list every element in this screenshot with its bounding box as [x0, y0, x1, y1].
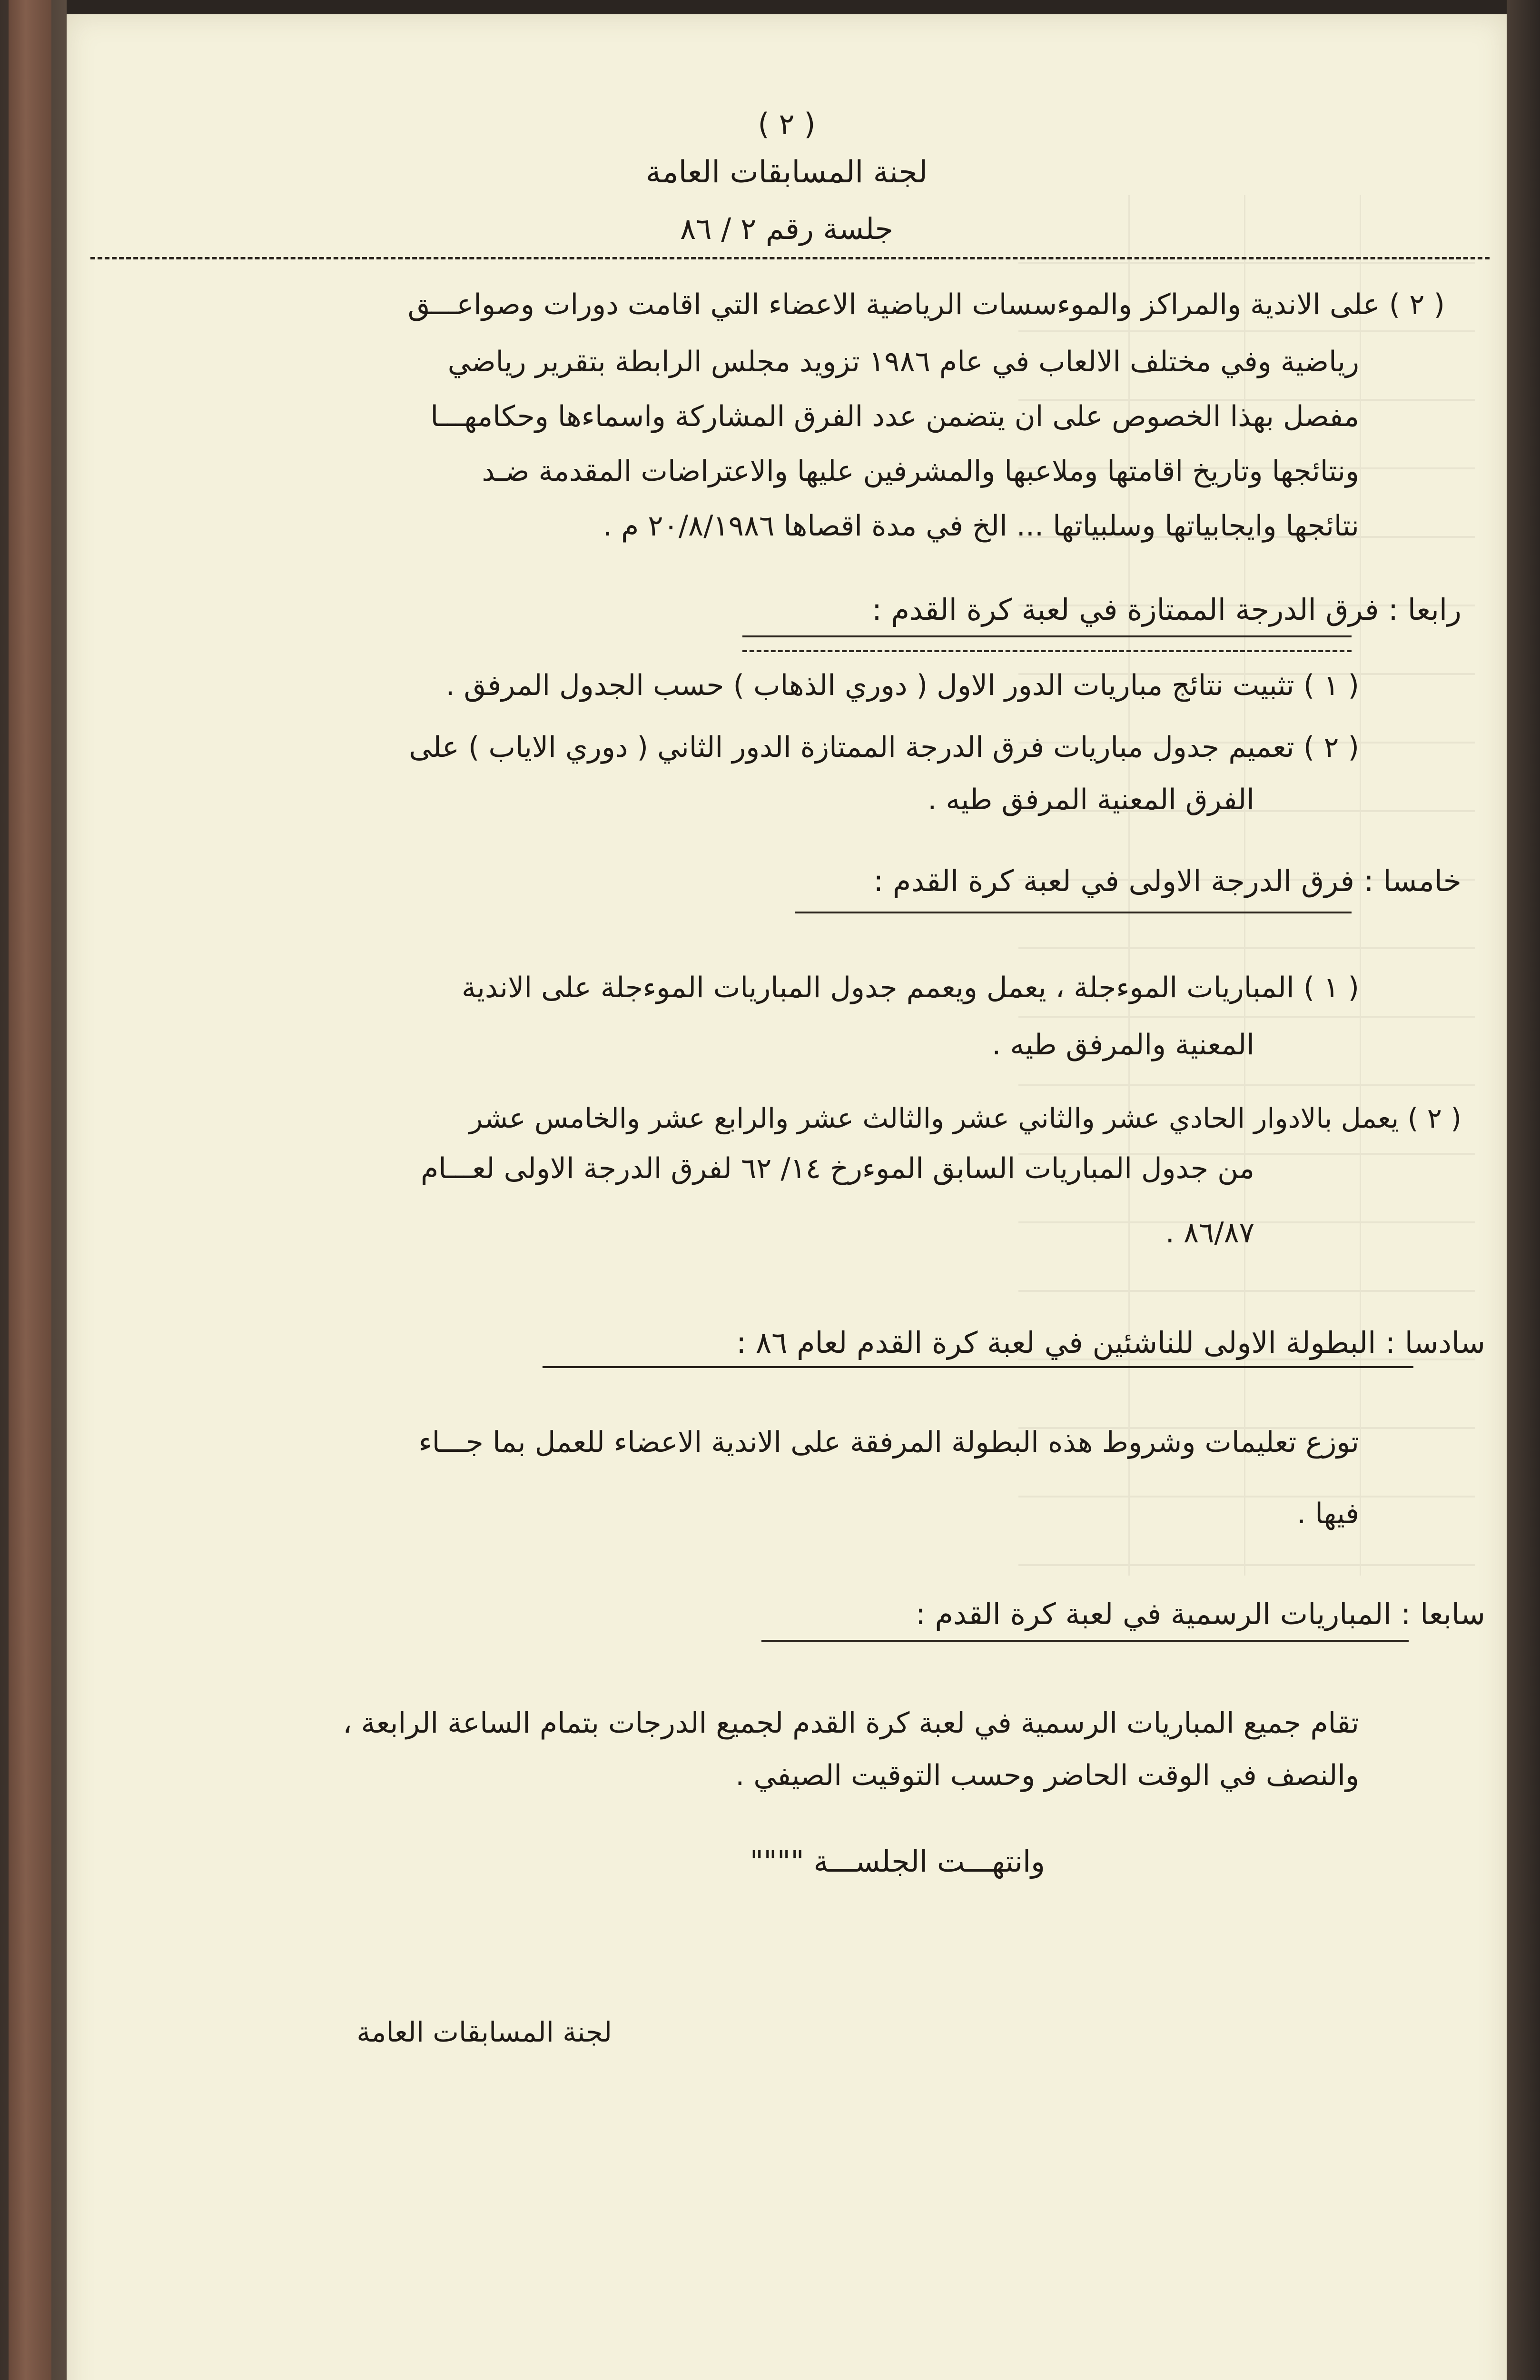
section6-body-line1: توزع تعليمات وشروط هذه البطولة المرفقة على الاندية الاعضاء للعمل بما جـــاء: [418, 1426, 1359, 1459]
para2-line2: رياضية وفي مختلف الالعاب في عام ١٩٨٦ تزويد مجلس الرابطة بتقرير رياضي: [447, 345, 1359, 378]
section5-heading: خامسا : فرق الدرجة الاولى في لعبة كرة القدم :: [873, 863, 1461, 898]
section4-item1: ( ١ ) تثبيت نتائج مباريات الدور الاول ( دوري الذهاب ) حسب الجدول المرفق .: [445, 669, 1359, 702]
scan-right-edge: [1507, 0, 1540, 2380]
para2-line4: ونتائجها وتاريخ اقامتها وملاعبها والمشرفين عليها والاعتراضات المقدمة ضـد: [482, 455, 1359, 488]
para2-line1: ( ٢ ) على الاندية والمراكز والموءسسات الرياضية الاعضاء التي اقامت دورات وصواعـــق: [407, 288, 1445, 321]
section7-body-line1: تقام جميع المباريات الرسمية في لعبة كرة القدم لجميع الدرجات بتمام الساعة الرابعة ،: [343, 1706, 1359, 1740]
session-number: جلسة رقم ٢ / ٨٦: [680, 211, 893, 246]
section7-body-line2: والنصف في الوقت الحاضر وحسب التوقيت الصيفي .: [735, 1759, 1359, 1792]
section7-underline: [761, 1640, 1409, 1642]
section5-underline: [795, 912, 1352, 913]
section5-item1-line1: ( ١ ) المباريات الموءجلة ، يعمل ويعمم جدول المباريات الموءجلة على الاندية: [462, 971, 1359, 1004]
committee-title: لجنة المسابقات العامة: [645, 155, 928, 190]
section5-item2-line2: من جدول المباريات السابق الموءرخ ١٤/ ٦٢ لفرق الدرجة الاولى لعـــام: [421, 1152, 1254, 1185]
section5-item2-line3: ٨٦/٨٧ .: [1165, 1216, 1254, 1250]
section5-item1-line2: المعنية والمرفق طيه .: [992, 1028, 1254, 1061]
para2-line5: نتائجها وايجابياتها وسلبياتها ... الخ في مدة اقصاها ٢٠/٨/١٩٨٦ م .: [603, 509, 1359, 543]
document-page: [67, 14, 1507, 2380]
section4-underline: [742, 635, 1352, 637]
para2-line3: مفصل بهذا الخصوص على ان يتضمن عدد الفرق المشاركة واسماءها وحكامهـــا: [430, 400, 1359, 433]
signature: لجنة المسابقات العامة: [356, 2016, 612, 2048]
section6-heading: سادسا : البطولة الاولى للناشئين في لعبة كرة القدم لعام ٨٦ :: [736, 1325, 1485, 1360]
section5-item2-line1: ( ٢ ) يعمل بالادوار الحادي عشر والثاني عشر والثالث عشر والرابع عشر والخامس عشر: [469, 1102, 1461, 1134]
section7-heading: سابعا : المباريات الرسمية في لعبة كرة القدم :: [915, 1597, 1485, 1631]
section4-heading: رابعا : فرق الدرجة الممتازة في لعبة كرة القدم :: [871, 592, 1461, 627]
page-number: ( ٢ ): [758, 107, 816, 141]
section4-item2-line1: ( ٢ ) تعميم جدول مباريات فرق الدرجة الممتازة الدور الثاني ( دوري الاياب ) على: [409, 731, 1359, 764]
header-divider: [90, 257, 1490, 259]
book-binding: [9, 0, 51, 2380]
section6-body-line2: فيها .: [1297, 1497, 1359, 1530]
section6-underline: [543, 1366, 1413, 1368]
closing-line: وانتهـــت الجلســـة """": [750, 1844, 1045, 1879]
section4-item2-line2: الفرق المعنية المرفق طيه .: [928, 783, 1254, 816]
section4-underline-dashed: [742, 650, 1352, 652]
